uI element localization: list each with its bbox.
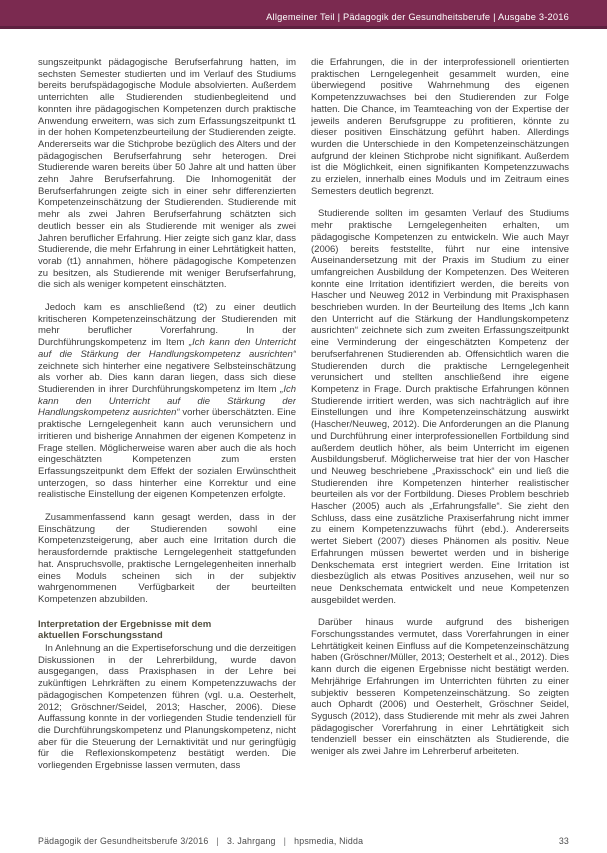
item-quote: „Ich kann den Unterricht auf die Stärkung der Handlungskompetenz ausrichten“ <box>38 383 296 419</box>
paragraph <box>38 302 296 501</box>
page-number: 33 <box>558 836 569 846</box>
item-quote: „Ich kann den Unterricht auf die Stärkung der Handlungskompetenz ausrichten“ <box>38 337 296 360</box>
footer-publisher: hpsmedia, Nidda <box>294 836 364 846</box>
footer-separator: | <box>216 836 219 846</box>
text-run: zeichnete sich hinterher eine negativere Selbsteinschätzung als vorher ab. Dies kann daran liegen, dass sich diese Studierenden in ihrer Durchführungskompetenz im Item <box>38 360 296 395</box>
left-column <box>38 57 296 825</box>
footer-volume: 3. Jahrgang <box>226 836 276 846</box>
paragraph: sungszeitpunkt pädagogische Berufserfahrung hatten, im sechsten Semester studierten und im Verlauf des Studiums bereits berufspädagogische Module absolvierten. Außerdem unterrichten alle Studierenden studienbegleitend und konnten ihre pädagogischen Kompetenzen durch praktische Anwendung erweitern, was sich zum Erfassungszeitpunkt t1 in der hohen Kompetenzbeurteilung der Studierenden zeigte. Andererseits war die Stichprobe bezüglich des Alters und der pädagogischen Berufserfahrung sehr heterogen. Drei Studierende waren bereits über 50 Jahre alt und hatten über zehn Jahre Berufserfahrung. Die Inhomogenität der Berufserfahrungen zeigte sich in einer sehr differenzierten Kompetenzeinschätzung der Studierenden. Studierende mit mehr als zwei Jahren Berufserfahrung schätzten sich deutlich besser ein als Studierende mit weniger als zwei Jahren beruflicher Erfahrung. Hier zeigte sich ganz klar, dass Studierende, die mehr Erfahrung in einer Lehrtätigkeit hatten, vorab (t1) annahmen, höhere pädagogische Kompetenzen zu besitzen, als Studierende mit weniger Berufserfahrung, die sich als weniger kompetent einschätzten. <box>38 57 296 291</box>
footer-imprint <box>38 836 363 846</box>
text-run: vorher überschätzten. Eine praktische Lerngelegenheit kann auch verunsichern und irritieren und bisherige Annahmen der eigenen Kompetenz in Frage stellen. Möglicherweise waren aber auch die als hoch eingeschätzten Kompetenzen zum ersten Erfassungszeitpunkt dem Effekt der sozialen Erwünschtheit unterzogen, so dass hinterher eine Korrektur und eine realistische Einstellung der eigenen Kompetenzen erfolgte. <box>38 407 296 501</box>
paragraph: Darüber hinaus wurde aufgrund des bisherigen Forschungsstandes vermutet, dass Vorerfahrungen in einer Lehrtätigkeit keinen Einfluss auf die Kompetenzeinschätzung haben (Gröschner/Müller, 2013; Oesterhelt et al., 2012). Dies kann durch die eigenen Ergebnisse nicht bestätigt werden. Mehrjährige Erfahrungen im Unterrichten führten zu einer subjektiv besseren Kompetenzeinschätzung. So zeigten auch Ophardt (2006) und Oesterhelt, Gröschner Seidel, Sygusch (2012), dass Studierende mit mehr als zwei Jahren pädagogischer Vorerfahrung in einer Lehrtätigkeit sich tendenziell besser ein einschätzten als Studierende, die weniger als zwei Jahre im Lehrerberuf arbeiteten. <box>311 617 569 758</box>
paragraph: Studierende sollten im gesamten Verlauf des Studiums mehr praktische Lerngelegenheiten erhalten, um pädagogische Kompetenzen zu entwickeln. Wie auch Mayr (2006) bereits feststellte, führt nur eine intensive Auseinandersetzung mit der Praxis im Studium zu einer umfangreichen Ausbildung der Kompetenzen. Des Weiteren konnte eine Irritation identifiziert werden, die bereits von Hascher und Neuweg 2012 in Verbindung mit Praxisphasen beschrieben wurden. In der Beurteilung des Items „Ich kann den Unterricht auf die Stärkung der Handlungskompetenz ausrichten“ zeichnete sich zum zweiten Erfassungszeitpunkt eine Verminderung der eingeschätzten Kompetenz der berufserfahrenen Studierenden ab. Offensichtlich waren die Studierenden durch die praktische Lerngelegenheit verunsichert und stellten anschließend ihre eigene Kompetenz in Frage. Durch praktische Erfahrungen können Studierende irritiert werden, was sich nachträglich auf ihre Einstellungen und ihre Kompetenzeinschätzung auswirkt (Hascher/Neuweg, 2012). Die Anforderungen an die Planung und Durchführung einer interprofessionellen Fortbildung sind außerdem deutlich höher, als beim Unterricht im eigenen Ausbildungsberuf. Möglicherweise trat hier der von Hascher und Neuweg beschriebene „Praxisschock“ ein und ließ die Studierenden ihre Kompetenzen hinterher realistischer beurteilen als vor der Fortbildung. Dieses Problem beschrieb Hascher (2005) auch als „Erfahrungsfalle“. Sie zieht den Schluss, dass eine zusätzliche Praxiserfahrung nicht immer zu einem Kompetenzzuwachs führt (ebd.). Andererseits wertet Siebert (2007) dieses Phänomen als positiv. Neue Erfahrungen müssen bewertet werden und in bisherige Denkschemata erst integriert werden. Eine Irritation ist diesbezüglich als etwas Positives anzusehen, weil nur so neue Denkschemata entwickelt und neue Kompetenzen ausgebildet werden. <box>311 208 569 606</box>
footer-separator: | <box>283 836 287 846</box>
footer-journal: Pädagogik der Gesundheitsberufe 3/2016 <box>38 836 209 846</box>
paragraph: die Erfahrungen, die in der interprofessionell orientierten praktischen Lerngelegenheit gesammelt wurden, eine überwiegend positive Wahrnehmung des eigenen Kompetenzzuwachses bei den Studierenden zur Folge hatten. Die Chance, im Teamteaching von der Expertise der jeweils anderen Berufsgruppe zu profitieren, könnte zu dieser positiven Einschätzung geführt haben. Allerdings wurden die Unterschiede in den Kompetenzeinschätzungen aufgrund der kleinen Stichprobe nicht signifikant. Außerdem ist die Möglichkeit, einen signifikanten Kompetenzzuwachs zu erzielen, innerhalb eines Moduls und im Zeitraum eines Semesters deutlich begrenzt. <box>311 57 569 197</box>
section-heading: Interpretation der Ergebnisse mit dem aktuellen Forschungsstand <box>38 618 212 642</box>
text-run: Jedoch kam es anschließend (t2) zu einer deutlich kritischeren Kompetenzeinschätzung der Studierenden mit mehr beruflicher Vorerfahrung. In der Durchführungskompetenz im Item <box>38 302 296 349</box>
paragraph: Zusammenfassend kann gesagt werden, dass in der Einschätzung der Studierenden sowohl eine Kompetenzsteigerung, aber auch eine Irritation durch die herausfordernde praktische Lerngelegenheit stattgefunden hat. Anspruchsvolle, praktische Lerngelegenheiten innerhalb eines Moduls scheinen sich in der subjektiv wahrgenommenen Verfügbarkeit der beurteilten Kompetenzen abzubilden. <box>38 512 296 605</box>
paragraph: In Anlehnung an die Expertiseforschung und die derzeitigen Diskussionen in der Lehrerbildung, wurde davon ausgegangen, dass Praxisphasen in der Lehre bei zukünftigen Lehrkräften zu einem Kompetenzzuwachs der pädagogischen Kompetenzen führen (vgl. u.a. Oesterhelt, 2012; Gröschner/Seidel, 2013; Hascher, 2006). Diese Auffassung konnte in der vorliegenden Studie tendenziell für die Durchführungskompetenz und Planungskompetenz, nicht aber für die Steuerung der Lernaktivität und nur geringfügig für die Reflexionskompetenz bestätigt werden. Die vorliegenden Ergebnisse lassen vermuten, dass <box>38 643 296 772</box>
page-header-bar <box>0 0 607 29</box>
page-footer <box>38 836 569 846</box>
page-body <box>38 57 569 825</box>
right-column <box>311 57 569 825</box>
header-running-title: Allgemeiner Teil | Pädagogik der Gesundheitsberufe | Ausgabe 3-2016 <box>266 12 569 22</box>
